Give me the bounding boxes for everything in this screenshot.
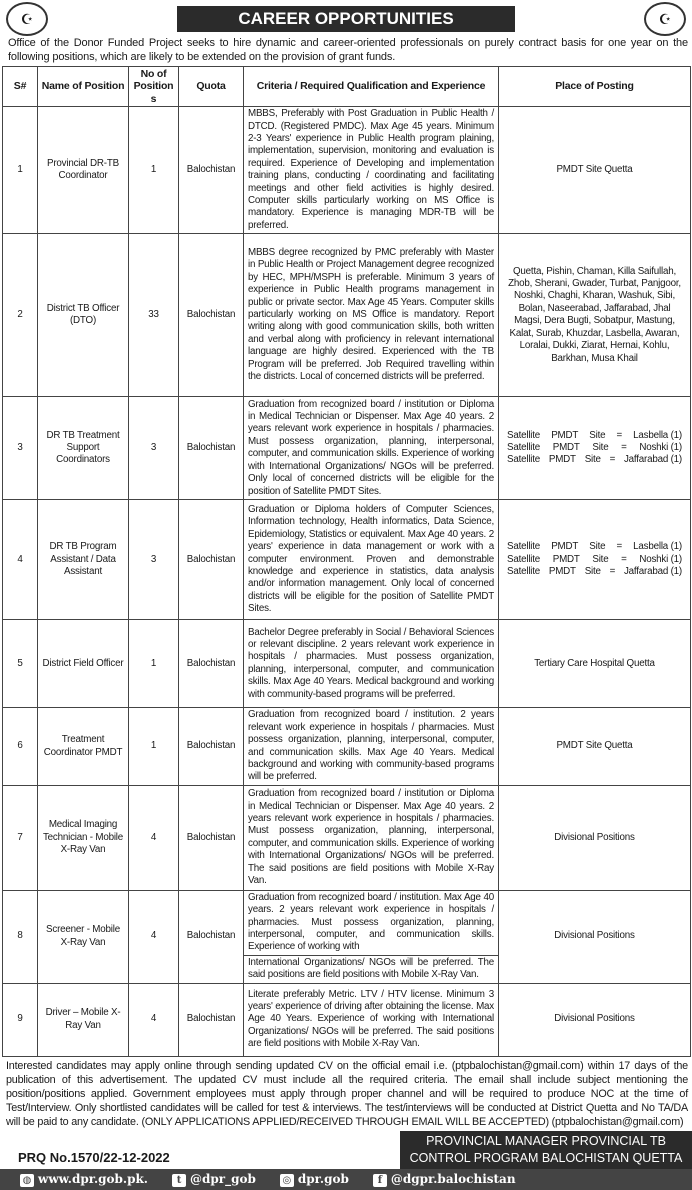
criteria: Graduation or Diploma holders of Computer Sciences, Information technology, Health informatics, Data Science, Epidemiology, Statistics or equivalent. Max Age 40 years. 2 years' experience in data management or work with a computer environment. Proven and demonstrable knowledge and experience in statistics, data analysis and/or information management. Only local of concerned districts will be eligible for the position of Satellite PMDT Sites. bbox=[244, 500, 499, 620]
globe-icon: ◍ bbox=[20, 1174, 34, 1187]
quota: Balochistan bbox=[179, 234, 244, 397]
facebook-icon: f bbox=[373, 1174, 387, 1187]
position-name: Medical Imaging Technician - Mobile X-Ray Van bbox=[38, 785, 129, 890]
serial-number: 5 bbox=[3, 620, 38, 708]
table-row bbox=[3, 708, 691, 785]
satellite-site: Satellite PMDT Site = Noshki (1) bbox=[507, 442, 682, 454]
position-name: DR TB Treatment Support Coordinators bbox=[38, 397, 129, 500]
quota: Balochistan bbox=[179, 397, 244, 500]
twitter-icon: t bbox=[172, 1174, 186, 1187]
place-of-posting: Tertiary Care Hospital Quetta bbox=[499, 620, 691, 708]
table-row bbox=[3, 890, 691, 983]
quota: Balochistan bbox=[179, 620, 244, 708]
footer bbox=[0, 1131, 692, 1169]
criteria: Bachelor Degree preferably in Social / Behavioral Sciences or relevant discipline. 2 years relevant work experience in hospitals / pharmacies. Must possess organization, planning, interpersonal, computer, and communication skills. Max Age 40 Years. Medical background and working with community-based programs will be preferred. bbox=[244, 620, 499, 708]
header-criteria: Criteria / Required Qualification and Experience bbox=[244, 67, 499, 107]
satellite-site: Satellite PMDT Site = Noshki (1) bbox=[507, 553, 682, 565]
serial-number: 1 bbox=[3, 107, 38, 234]
contact-bar bbox=[0, 1169, 692, 1190]
intro-text: Office of the Donor Funded Project seeks to hire dynamic and career-oriented professionals on purely contract basis for one year on the following positions, which are likely to be extended on the provision of grant funds. bbox=[8, 37, 688, 63]
place-of-posting: Quetta, Pishin, Chaman, Killa Saifullah, Zhob, Sherani, Gwader, Turbat, Panjgoor, Noshki, Chaghi, Kharan, Washuk, Sibi, Bolan, Naseerabad, Jaffarabad, Jhal Magsi, Dera Bugti, Sobatpur, Mastung, Kalat, Surab, Khuzdar, Lasbella, Awaran, Loralai, Dukki, Ziarat, Hernai, Kohlu, Barkhan, Musa Khail bbox=[499, 234, 691, 397]
signatory-line-2: CONTROL PROGRAM BALOCHISTAN QUETTA bbox=[409, 1150, 683, 1165]
criteria: MBBS degree recognized by PMC preferably with Master in Public Health or Project Management degree recognized by HEC, MPH/MSPH is preferable. Minimum 3 years of experience in Public Health programs management in public or private sector. Max Age 45 Years. Computer skills particularly working on MS Office is mandatory. Report writing along with good communication skills, both written and verbal along with proficiency in relevant international language are highly desired. Experienced with the TB Program will be preferred. Job Required travelling within the districts. Local of concerned districts will be preferred. bbox=[244, 234, 499, 397]
header-place: Place of Posting bbox=[499, 67, 691, 107]
header-count: No of Positions bbox=[129, 67, 179, 107]
place-of-posting: PMDT Site Quetta bbox=[499, 708, 691, 785]
position-count: 3 bbox=[129, 397, 179, 500]
place-of-posting: Divisional Positions bbox=[499, 785, 691, 890]
header-quota: Quota bbox=[179, 67, 244, 107]
place-of-posting bbox=[499, 500, 691, 620]
position-name: DR TB Program Assistant / Data Assistant bbox=[38, 500, 129, 620]
table-header-row bbox=[3, 67, 691, 107]
header bbox=[0, 0, 692, 36]
position-count: 1 bbox=[129, 708, 179, 785]
place-of-posting: Divisional Positions bbox=[499, 890, 691, 983]
position-count: 1 bbox=[129, 107, 179, 234]
twitter-link[interactable]: t @dpr_gob bbox=[172, 1172, 256, 1187]
position-count: 4 bbox=[129, 785, 179, 890]
signatory-line-1: PROVINCIAL MANAGER PROVINCIAL TB bbox=[426, 1133, 666, 1148]
table-row bbox=[3, 620, 691, 708]
serial-number: 6 bbox=[3, 708, 38, 785]
position-name: Treatment Coordinator PMDT bbox=[38, 708, 129, 785]
satellite-site: Satellite PMDT Site = Lasbella (1) bbox=[507, 429, 682, 441]
criteria: MBBS, Preferably with Post Graduation in Public Health / DTCD. (Registered PMDC). Max Age 45 years. Minimum 2-3 Years' experience in Public Health program plaining, implementation, supervision, monitoring and evaluation is required. Experience of Developing and implementation training plans, conducting / coordinating and facilitating meetings and other field activities is highly desired. Computer skills particularly working on MS Office is mandatory. Experience is managing MDR-TB will be preferred. bbox=[244, 107, 499, 234]
criteria: Graduation from recognized board / institution or Diploma in Medical Technician or Dispenser. Max Age 40 years. 2 years relevant work experience in hospitals / pharmacies. Must possess organization, planning, interpersonal, computer, and communication skills. Experience of working with International Organizations/ NGOs will be preferred. Only local of concerned districts will be eligible for the position of Satellite PMDT Sites. bbox=[244, 397, 499, 500]
application-instructions: Interested candidates may apply online through sending updated CV on the official email i.e. (ptpbalochistan@gmail.com) within 17 days of the publication of this advertisement. The updated CV must include all the required criteria. The email shall include subject mentioning the position/positions applied. Government employees must apply through proper channel and will be required to produce NOC at the time of Test/Interview. Only shortlisted candidates will be called for test & interviews. The test/interviews will be conducted at District Quetta and No TA/DA will be paid to any candidate. (ONLY APPLICATIONS APPLIED/RECEIVED THROUGH EMAIL WILL BE ACCEPTED) (ptpbalochistan@gmail.com) bbox=[6, 1059, 688, 1128]
table-row bbox=[3, 234, 691, 397]
position-count: 4 bbox=[129, 983, 179, 1056]
table-row bbox=[3, 107, 691, 234]
website-link[interactable]: ◍ www.dpr.gob.pk. bbox=[20, 1172, 148, 1187]
prq-number: PRQ No.1570/22-12-2022 bbox=[18, 1149, 170, 1165]
position-count: 1 bbox=[129, 620, 179, 708]
position-name: Driver – Mobile X-Ray Van bbox=[38, 983, 129, 1056]
criteria: Graduation from recognized board / institution. 2 years relevant work experience in hospitals / pharmacies. Must possess organization, planning, interpersonal, computer, and communication skills. Max Age 40 Years. Medical background and working with community-based programs will be preferred. bbox=[244, 708, 499, 785]
criteria: Graduation from recognized board / institution. Max Age 40 years. 2 years relevant work experience in hospitals / pharmacies. Must possess organization, planning, interpersonal, computer, and communication skills. Experience of working with International Organizations/ NGOs will be preferred. The said positions are field positions with Mobile X-Ray Van. bbox=[244, 890, 499, 983]
instagram-link[interactable]: ◎ dpr.gob bbox=[280, 1172, 349, 1187]
serial-number: 4 bbox=[3, 500, 38, 620]
quota: Balochistan bbox=[179, 983, 244, 1056]
page-title: CAREER OPPORTUNITIES bbox=[177, 6, 515, 32]
quota: Balochistan bbox=[179, 785, 244, 890]
quota: Balochistan bbox=[179, 107, 244, 234]
serial-number: 7 bbox=[3, 785, 38, 890]
position-name: District Field Officer bbox=[38, 620, 129, 708]
criteria: Graduation from recognized board / institution or Diploma in Medical Technician or Dispenser. Max Age 40 years. 2 years relevant work experience in hospitals / pharmacies. Must possess organization, planning, interpersonal, computer, and communication skills. Experience of working with International Organizations/ NGOs will be preferred. The said positions are field positions with Mobile X-Ray Van. bbox=[244, 785, 499, 890]
table-row bbox=[3, 785, 691, 890]
place-of-posting: Divisional Positions bbox=[499, 983, 691, 1056]
quota: Balochistan bbox=[179, 708, 244, 785]
position-name: District TB Officer (DTO) bbox=[38, 234, 129, 397]
place-of-posting: PMDT Site Quetta bbox=[499, 107, 691, 234]
position-name: Screener - Mobile X-Ray Van bbox=[38, 890, 129, 983]
position-count: 3 bbox=[129, 500, 179, 620]
position-name: Provincial DR-TB Coordinator bbox=[38, 107, 129, 234]
instagram-icon: ◎ bbox=[280, 1174, 294, 1187]
signatory-box bbox=[400, 1131, 692, 1169]
government-seal-logo-right: ☪ bbox=[644, 2, 686, 36]
serial-number: 9 bbox=[3, 983, 38, 1056]
header-sn: S# bbox=[3, 67, 38, 107]
table-row bbox=[3, 500, 691, 620]
government-seal-logo-left: ☪ bbox=[6, 2, 48, 36]
satellite-site: Satellite PMDT Site = Jaffarabad (1) bbox=[507, 565, 682, 577]
position-count: 33 bbox=[129, 234, 179, 397]
serial-number: 8 bbox=[3, 890, 38, 983]
header-name: Name of Position bbox=[38, 67, 129, 107]
table-row bbox=[3, 983, 691, 1056]
positions-table bbox=[2, 66, 691, 1057]
facebook-link[interactable]: f @dgpr.balochistan bbox=[373, 1172, 516, 1187]
criteria: Literate preferably Metric. LTV / HTV license. Minimum 3 years' experience of driving after obtaining the license. Max Age 40 Years. Experience of working with International Organizations/ NGOs will be preferred. The said positions are field positions with Mobile X-Ray Van. bbox=[244, 983, 499, 1056]
position-count: 4 bbox=[129, 890, 179, 983]
table-row bbox=[3, 397, 691, 500]
satellite-site: Satellite PMDT Site = Lasbella (1) bbox=[507, 541, 682, 553]
serial-number: 2 bbox=[3, 234, 38, 397]
quota: Balochistan bbox=[179, 890, 244, 983]
quota: Balochistan bbox=[179, 500, 244, 620]
satellite-site: Satellite PMDT Site = Jaffarabad (1) bbox=[507, 454, 682, 466]
place-of-posting bbox=[499, 397, 691, 500]
serial-number: 3 bbox=[3, 397, 38, 500]
